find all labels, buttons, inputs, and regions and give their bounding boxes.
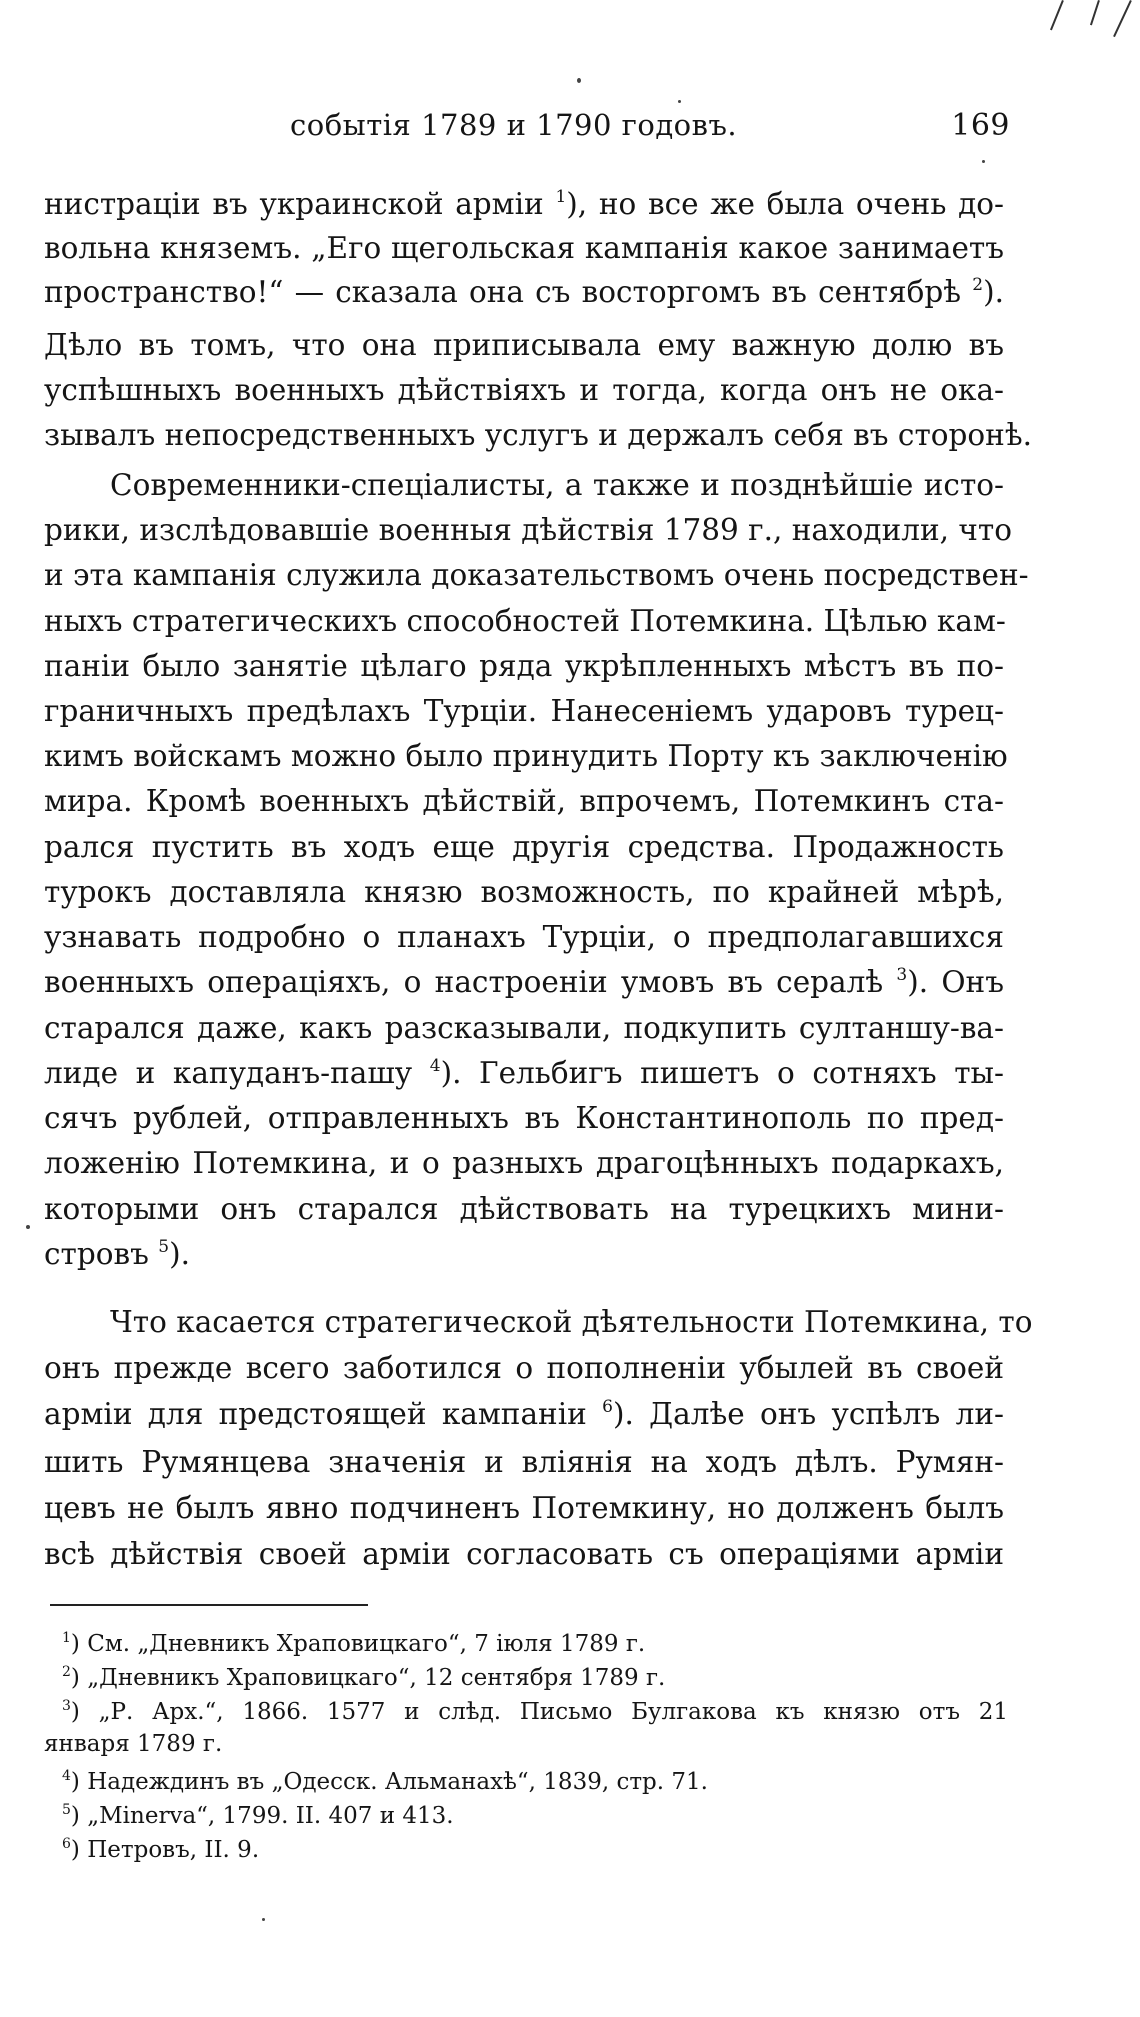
text-line: вольна княземъ. „Его щегольская кампанія какое занимаетъ	[44, 231, 1004, 265]
text-line: военныхъ операціяхъ, о настроеніи умовъ въ сералѣ $^3$). Онъ	[44, 965, 1004, 999]
text-line: турокъ доставляла князю возможность, по крайней мѣрѣ,	[44, 875, 1004, 909]
text-line: кимъ войскамъ можно было принудить Порту къ заключенію	[44, 739, 1008, 773]
footnote-mark: 3	[62, 1698, 71, 1714]
text-line: зывалъ непосредственныхъ услугъ и держалъ себя въ сторонѣ.	[44, 418, 1033, 452]
text-line: паніи было занятіе цѣлаго ряда укрѣпленныхъ мѣстъ въ по-	[44, 649, 1004, 683]
scan-speck	[577, 78, 581, 83]
footnote-mark: 2	[62, 1664, 71, 1680]
footnote-ref[interactable]: 5	[158, 1237, 170, 1257]
paragraph-start: Что касается стратегической дѣятельности Потемкина, то	[110, 1305, 1033, 1339]
text-line: мира. Кромѣ военныхъ дѣйствій, впрочемъ, Потемкинъ ста-	[44, 784, 1004, 818]
text-line: онъ прежде всего заботился о пополненіи убылей въ своей	[44, 1351, 1004, 1385]
text-line: пространство!“ — сказала она съ восторгомъ въ сентябрѣ $^2$).	[44, 275, 1004, 309]
page-number: 169	[951, 108, 1010, 143]
footnote-ref[interactable]: 6	[602, 1397, 613, 1417]
paragraph-start: Современники-спеціалисты, а также и позднѣйшіе исто-	[110, 468, 1004, 502]
footnote: $^6$) Петровъ, II. 9.	[62, 1836, 260, 1863]
text-line: Дѣло въ томъ, что она приписывала ему важную долю въ	[44, 328, 1004, 362]
footnote-ref[interactable]: 1	[555, 187, 567, 207]
text-line: успѣшныхъ военныхъ дѣйствіяхъ и тогда, когда онъ не ока-	[44, 373, 1004, 407]
footnote-continuation: января 1789 г.	[44, 1731, 223, 1757]
text-line: цевъ не былъ явно подчиненъ Потемкину, но долженъ былъ	[44, 1491, 1004, 1525]
text-line: ныхъ стратегическихъ способностей Потемкина. Цѣлью кам-	[44, 604, 1006, 638]
text-line: ложенію Потемкина, и о разныхъ драгоцѣнныхъ подаркахъ,	[44, 1146, 1004, 1180]
footnote-ref[interactable]: 4	[429, 1056, 441, 1076]
footnote-mark: 5	[62, 1802, 71, 1818]
scan-speck	[262, 1918, 265, 1921]
footnote: $^2$) „Дневникъ Храповицкаго“, 12 сентября 1789 г.	[62, 1664, 666, 1691]
scan-speck	[678, 100, 681, 103]
footnote-ref[interactable]: 2	[972, 275, 984, 295]
text-line: шить Румянцева значенія и вліянія на ходъ дѣлъ. Румян-	[44, 1445, 1004, 1479]
text-line: и эта кампанія служила доказательствомъ очень посредствен-	[44, 558, 1029, 592]
scan-scratch	[1113, 0, 1132, 37]
text-line: рался пустить въ ходъ еще другія средства. Продажность	[44, 830, 1004, 864]
scan-scratch	[1050, 0, 1064, 30]
text-line: всѣ дѣйствія своей арміи согласовать съ операціями арміи	[44, 1537, 1004, 1571]
running-header	[50, 108, 1010, 148]
text-line: лиде и капуданъ-пашу $^4$). Гельбигъ пишетъ о сотняхъ ты-	[44, 1056, 1004, 1090]
scan-scratch	[1090, 0, 1100, 25]
footnote: $^3$) „Р. Арх.“, 1866. 1577 и слѣд. Письмо Булгакова къ князю отъ 21	[62, 1698, 1008, 1725]
text-line: нистраціи въ украинской арміи $^1$), но все же была очень до-	[44, 187, 1004, 221]
footnote-mark: 6	[62, 1836, 71, 1852]
text-line: старался даже, какъ разсказывали, подкупить султаншу-ва-	[44, 1011, 1004, 1045]
footnote-mark: 1	[62, 1630, 71, 1646]
scan-speck	[982, 160, 985, 163]
scan-speck	[26, 1225, 30, 1229]
text-line: рики, изслѣдовавшіе военныя дѣйствія 1789 г., находили, что	[44, 513, 1012, 547]
running-title: событія 1789 и 1790 годовъ.	[290, 108, 738, 142]
paragraph-end: стровъ $^5$).	[44, 1237, 190, 1271]
footnote-mark: 4	[62, 1768, 71, 1784]
footnote: $^1$) См. „Дневникъ Храповицкаго“, 7 іюля 1789 г.	[62, 1630, 646, 1657]
text-line: сячъ рублей, отправленныхъ въ Константинополь по пред-	[44, 1101, 1004, 1135]
text-line: узнавать подробно о планахъ Турціи, о предполагавшихся	[44, 920, 1004, 954]
text-line: которыми онъ старался дѣйствовать на турецкихъ мини-	[44, 1192, 1004, 1226]
footnote: $^5$) „Minerva“, 1799. II. 407 и 413.	[62, 1802, 454, 1829]
text-line: граничныхъ предѣлахъ Турціи. Нанесеніемъ ударовъ турец-	[44, 694, 1004, 728]
footnote: $^4$) Надеждинъ въ „Одесск. Альманахѣ“, 1839, стр. 71.	[62, 1768, 708, 1795]
footnote-separator	[50, 1604, 368, 1606]
text-line: арміи для предстоящей кампаніи $^6$). Далѣе онъ успѣлъ ли-	[44, 1397, 1004, 1431]
footnote-ref[interactable]: 3	[896, 965, 908, 985]
